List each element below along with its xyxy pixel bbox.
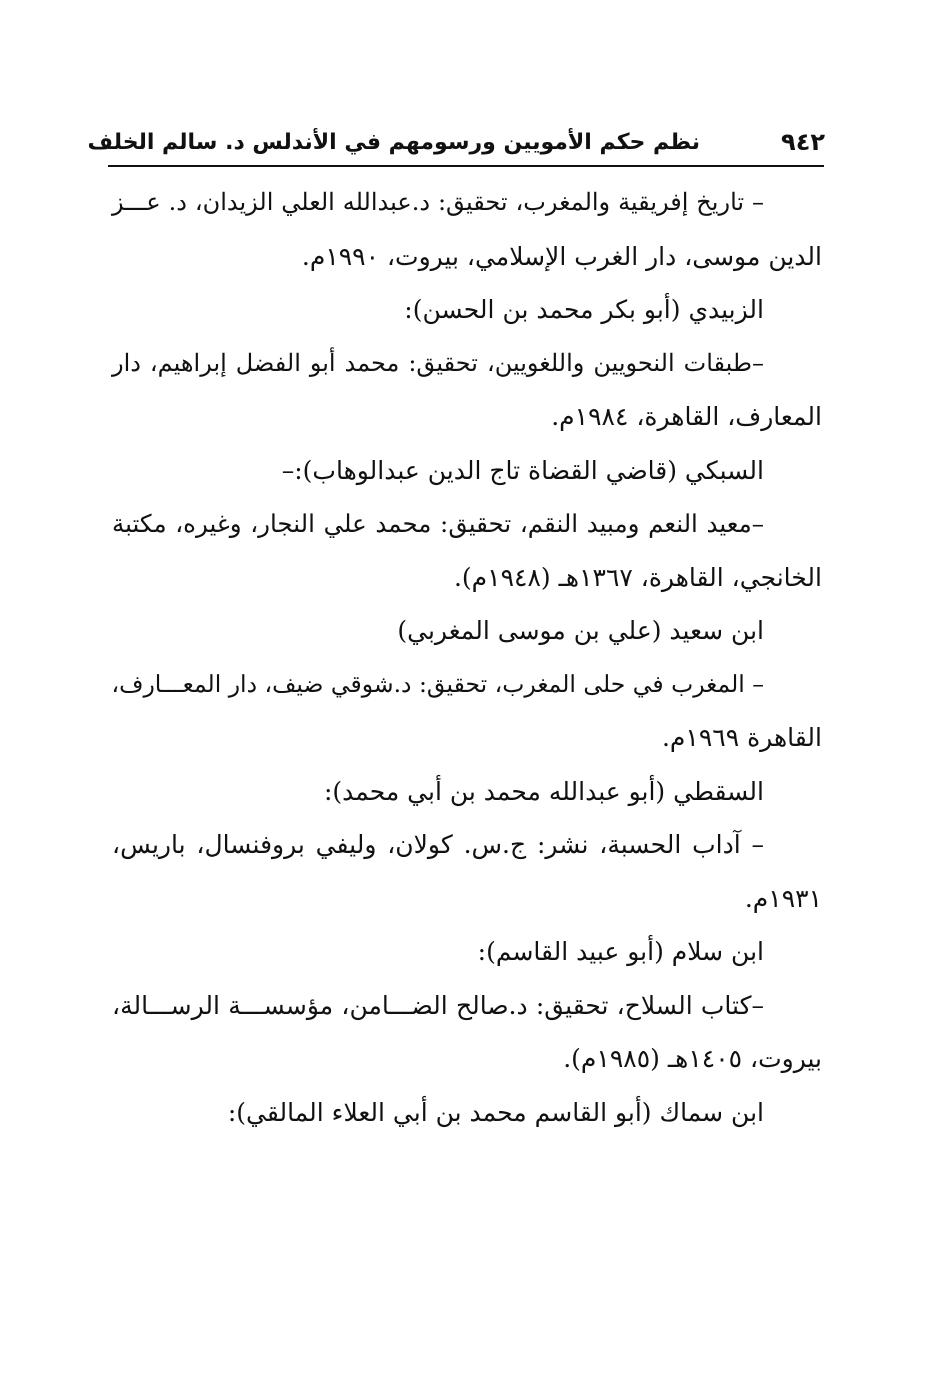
running-title: نظم حكم الأمويين ورسومهم في الأندلس د. سالم الخلف	[87, 130, 700, 155]
bibliography-list	[112, 176, 822, 1139]
author-line: ابن سماك (أبو القاسم محمد بن أبي العلاء المالقي):	[227, 1097, 764, 1127]
entry-line: المعارف، القاهرة، ١٩٨٤م.	[551, 402, 822, 431]
entry-line: – تاريخ إفريقية والمغرب، تحقيق: د.عبدالله العلي الزيدان، د. عـــز	[112, 188, 764, 216]
author-line: السبكي (قاضي القضاة تاج الدين عبدالوهاب):–	[281, 455, 764, 485]
page-number: ٩٤٢	[781, 128, 825, 156]
author-line: السقطي (أبو عبدالله محمد بن أبي محمد):	[323, 776, 764, 806]
author-line: الزبيدي (أبو بكر محمد بن الحسن):	[404, 295, 764, 324]
entry-line: ١٩٣١م.	[744, 883, 822, 913]
author-line: ابن سعيد (علي بن موسى المغربي)	[397, 616, 764, 645]
entry-line: الخانجي، القاهرة، ١٣٦٧هـ (١٩٤٨م).	[453, 562, 822, 592]
author-line: ابن سلام (أبو عبيد القاسم):	[477, 937, 764, 966]
running-header	[87, 128, 825, 168]
entry-line: – المغرب في حلى المغرب، تحقيق: د.شوقي ضيف، دار المعـــارف،	[111, 669, 764, 698]
entry-line: بيروت، ١٤٠٥هـ (١٩٨٥م).	[563, 1044, 822, 1073]
entry-line: القاهرة ١٩٦٩م.	[661, 723, 822, 752]
entry-line: –طبقات النحويين واللغويين، تحقيق: محمد أبو الفضل إبراهيم، دار	[112, 348, 764, 377]
header-divider	[108, 165, 824, 167]
entry-line: –كتاب السلاح، تحقيق: د.صالح الضـــامن، مؤسســـة الرســـالة،	[112, 990, 764, 1020]
entry-line: –معيد النعم ومبيد النقم، تحقيق: محمد علي النجار، وغيره، مكتبة	[112, 509, 764, 538]
entry-line: الدين موسى، دار الغرب الإسلامي، بيروت، ١٩٩٠م.	[301, 241, 822, 271]
entry-line: – آداب الحسبة، نشر: ج.س. كولان، وليفي بروفنسال، باريس،	[112, 830, 764, 859]
